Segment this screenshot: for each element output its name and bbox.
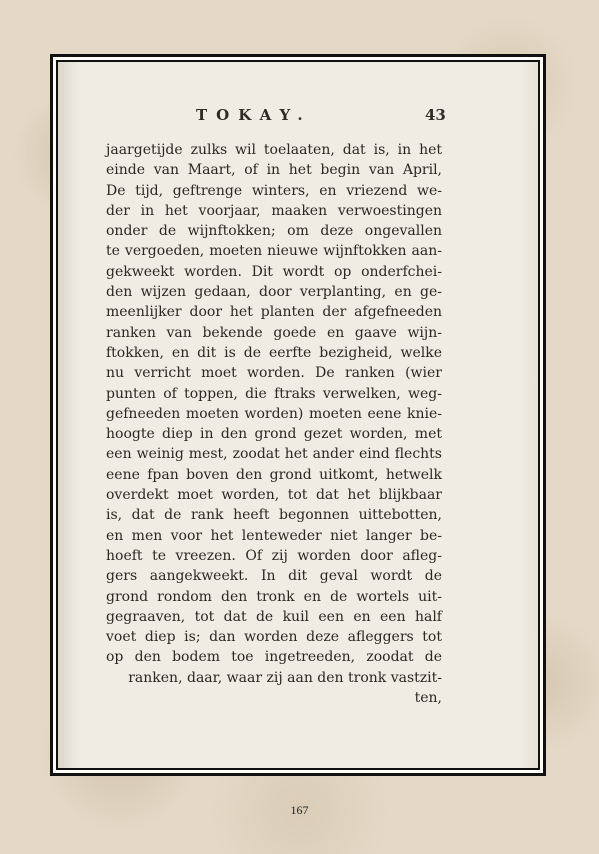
text-line: den wijzen gedaan, door verplanting, en ge- — [106, 284, 442, 301]
text-line: hoogte diep in den grond gezet worden, met — [106, 426, 442, 443]
page-frame — [50, 54, 546, 776]
text-line: gekweekt worden. Dit wordt op onderfchei- — [106, 263, 442, 280]
text-line: ranken van bekende goede en gaave wijn- — [106, 324, 442, 341]
text-line: gefneeden moeten worden) moeten eene knie- — [106, 405, 442, 422]
page-scan-background — [58, 62, 538, 768]
text-line: punten of toppen, die ftraks verwelken, weg- — [106, 385, 442, 402]
text-line: voet diep is; dan worden deze afleggers tot — [106, 629, 442, 646]
text-line: ranken, daar, waar zij aan den tronk vastzit- — [128, 669, 442, 686]
text-line: nu verricht moet worden. De ranken (wier — [106, 365, 442, 382]
page-number: 43 — [425, 106, 446, 124]
running-head — [58, 106, 538, 128]
text-line: hoeft te vreezen. Of zij worden door afleg- — [106, 547, 442, 564]
text-line: gegraaven, tot dat de kuil een en een half — [106, 608, 442, 625]
text-line: op den bodem toe ingetreeden, zoodat de — [106, 649, 442, 666]
text-line: is, dat de rank heeft begonnen uittebotten, — [106, 507, 442, 524]
text-line: ftokken, en dit is de eerfte bezigheid, welke — [106, 344, 442, 361]
text-line: meenlijker door het planten der afgefneeden — [106, 304, 442, 321]
text-line: grond rondom den tronk en de wortels uit- — [106, 588, 442, 605]
text-line: gers aangekweekt. In dit geval wordt de — [106, 568, 442, 585]
text-line: te vergoeden, moeten nieuwe wijnftokken aan- — [106, 243, 442, 260]
scanned-page — [56, 60, 540, 770]
text-line: onder de wijnftokken; om deze ongevallen — [106, 223, 442, 240]
footer-page-number: 167 — [290, 803, 309, 817]
text-line: einde van Maart, of in het begin van April, — [106, 162, 442, 179]
running-title: TOKAY. — [196, 106, 312, 124]
text-line: een weinig mest, zoodat het ander eind flechts — [106, 446, 442, 463]
text-line: der in het voorjaar, maaken verwoestingen — [106, 202, 442, 219]
text-line: en men voor het lenteweder niet langer be- — [106, 527, 442, 544]
text-line: jaargetijde zulks wil toelaaten, dat is, in het — [106, 142, 442, 158]
text-line: eene fpan boven den grond uitkomt, hetwelk — [106, 466, 442, 483]
body-text — [106, 140, 442, 708]
catchword: ten, — [414, 690, 442, 707]
text-line: overdekt moet worden, tot dat het blijkbaar — [106, 487, 442, 504]
text-line: De tijd, geftrenge winters, en vriezend we- — [106, 182, 442, 199]
